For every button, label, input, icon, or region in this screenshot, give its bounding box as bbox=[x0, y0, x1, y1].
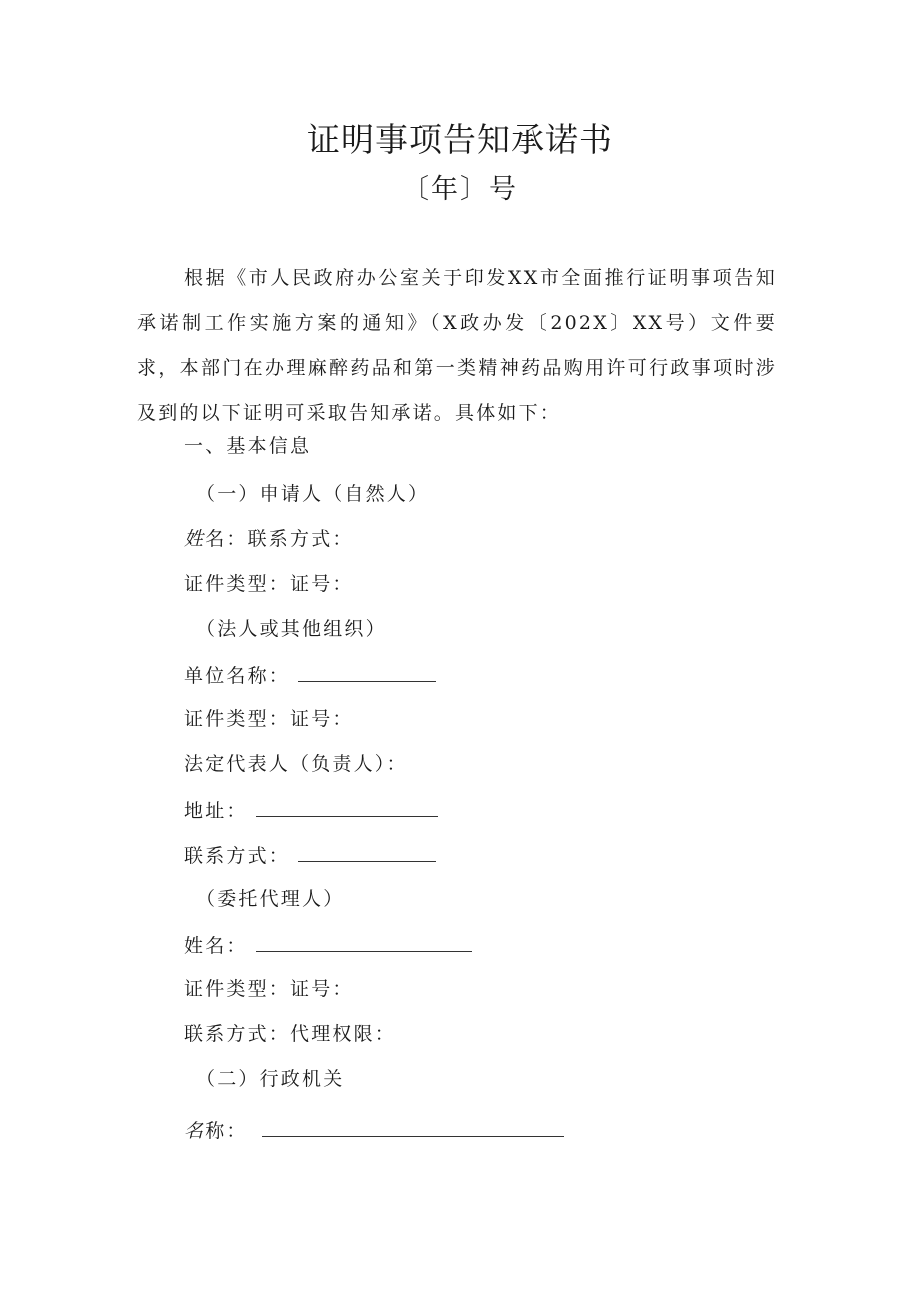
agent-name-line bbox=[184, 929, 472, 961]
intro-paragraph: 根据《市人民政府办公室关于印发XX市全面推行证明事项告知承诺制工作实施方案的通知》（X政办发〔202X〕XX号）文件要求，本部门在办理麻醉药品和第一类精神药品购用许可行政事项时涉及到的以下证明可采取告知承诺。具体如下： bbox=[137, 267, 777, 424]
agent-name-blank[interactable] bbox=[256, 929, 472, 952]
section-basic-info: 一、基本信息 bbox=[184, 435, 312, 457]
natural-id-line: 证件类型：证号： bbox=[184, 573, 354, 595]
address-blank[interactable] bbox=[256, 794, 438, 817]
admin-name-line bbox=[184, 1114, 564, 1146]
contact-line bbox=[184, 839, 436, 871]
agent-id-line: 证件类型：证号： bbox=[184, 978, 354, 1000]
admin-heading: （二）行政机关 bbox=[196, 1068, 345, 1090]
agent-contact-line: 联系方式：代理权限： bbox=[184, 1023, 397, 1045]
admin-name-label-italic: 名 bbox=[184, 1120, 206, 1142]
agent-name-label: 姓名： bbox=[184, 935, 248, 957]
org-name-blank[interactable] bbox=[298, 659, 436, 682]
contact-label: 联系方式： bbox=[184, 845, 291, 867]
address-line bbox=[184, 794, 438, 826]
admin-name-blank[interactable] bbox=[262, 1114, 564, 1137]
address-label: 地址： bbox=[184, 800, 248, 822]
org-name-label: 单位名称： bbox=[184, 665, 291, 687]
document-title: 证明事项告知承诺书 bbox=[307, 120, 613, 159]
applicant-natural-heading: （一）申请人（自然人） bbox=[196, 483, 430, 505]
natural-name-label-italic: 姓 bbox=[184, 528, 206, 550]
org-id-line: 证件类型：证号： bbox=[184, 708, 354, 730]
legal-entity-heading: （法人或其他组织） bbox=[196, 618, 387, 640]
natural-name-label-rest: 名：联系方式： bbox=[205, 528, 354, 550]
contact-blank[interactable] bbox=[298, 839, 436, 862]
document-number: 〔年〕号 bbox=[402, 174, 518, 205]
admin-name-label-rest: 称： bbox=[205, 1120, 248, 1142]
org-name-line bbox=[184, 659, 436, 691]
legal-rep-line: 法定代表人（负责人）： bbox=[184, 753, 408, 775]
agent-heading: （委托代理人） bbox=[196, 888, 345, 910]
natural-name-contact-line bbox=[184, 524, 354, 554]
